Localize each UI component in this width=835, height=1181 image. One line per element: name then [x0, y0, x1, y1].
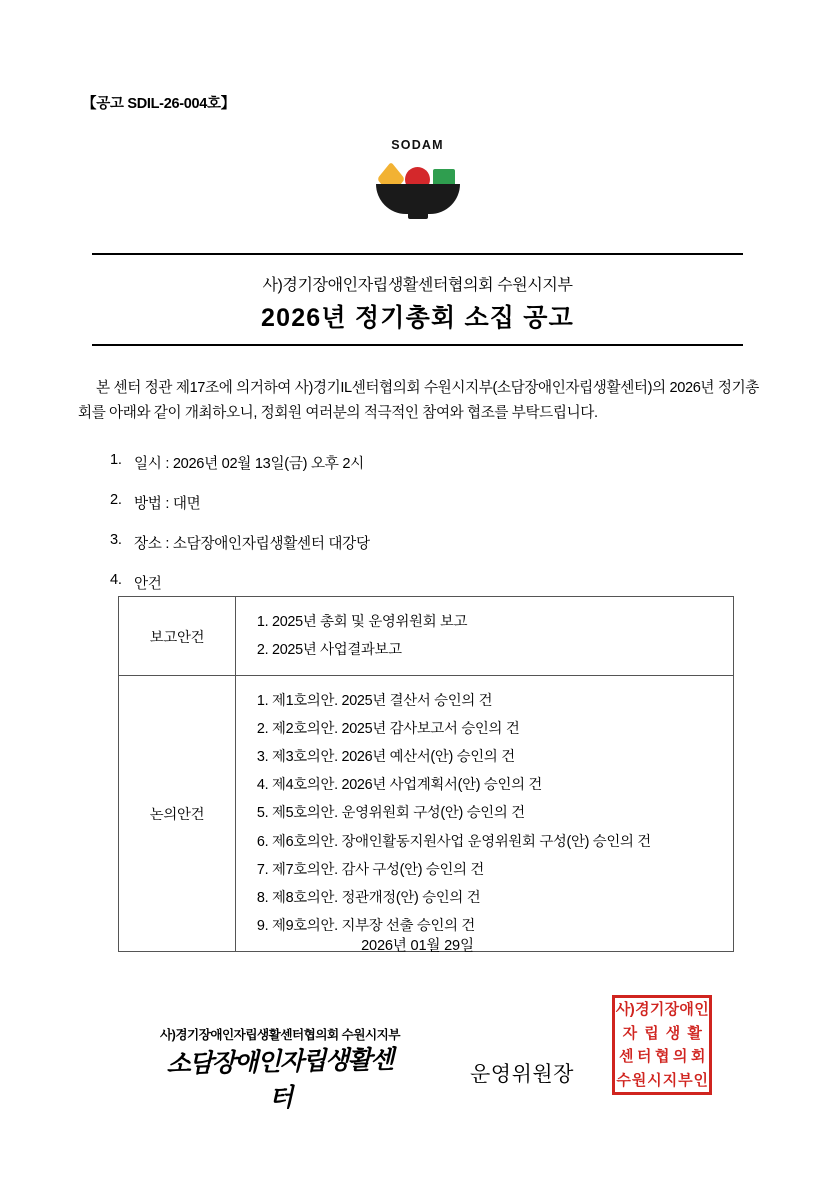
- agenda-entry: 4. 제4호의안. 2026년 사업계획서(안) 승인의 건: [272, 771, 733, 799]
- signature-role: 운영위원장: [470, 1063, 574, 1086]
- intro-paragraph: 본 센터 정관 제17조에 의거하여 사)경기IL센터협의회 수원시지부(소담장애인자립생활센터)의 2026년 정기총회를 아래와 같이 개최하오니, 정회원 여러분의 적극적인 참여와 협조를 부탁드립니다.: [78, 380, 759, 422]
- agenda-entry: 1. 2025년 총회 및 운영위원회 보고: [272, 608, 733, 636]
- organization-logo: [0, 138, 835, 222]
- document-date: 2026년 01월 29일: [361, 938, 474, 954]
- title-divider-bottom: [92, 344, 743, 346]
- list-item: [110, 532, 370, 553]
- page-title: 2026년 정기총회 소집 공고: [260, 304, 574, 332]
- seal-char: 수: [616, 1071, 631, 1089]
- signature-organization: 사)경기장애인자립생활센터협의회 수원시지부: [160, 1028, 401, 1042]
- seal-char: 활: [687, 1024, 702, 1042]
- seal-char: 경: [635, 1001, 650, 1019]
- agenda-entry: 7. 제7호의안. 감사 구성(안) 승인의 건: [272, 856, 733, 884]
- table-row: [119, 676, 734, 952]
- signature-brand-mark: 소담장애인자립생활센터: [166, 1044, 394, 1113]
- seal-char: 인: [693, 1071, 708, 1089]
- list-item-label: 장소 : 소담장애인자립생활센터 대강당: [134, 536, 370, 552]
- seal-char: 기: [649, 1001, 664, 1019]
- seal-char: 립: [644, 1024, 659, 1042]
- seal-char: 회: [691, 1048, 705, 1066]
- seal-char: 협: [655, 1048, 669, 1066]
- agenda-entry: 3. 제3호의안. 2026년 예산서(안) 승인의 건: [272, 743, 733, 771]
- agenda-list: [250, 608, 733, 664]
- seal-char: 시: [647, 1071, 662, 1089]
- seal-char: 지: [662, 1071, 677, 1089]
- list-item-number: 1.: [110, 452, 122, 468]
- agenda-entry: 2. 2025년 사업결과보고: [272, 636, 733, 664]
- seal-line: [615, 998, 709, 1022]
- detail-list: [110, 452, 370, 612]
- list-item-number: 3.: [110, 532, 122, 548]
- seal-char: 원: [631, 1071, 646, 1089]
- seal-line: [615, 1069, 709, 1093]
- list-item-label: 일시 : 2026년 02월 13일(금) 오후 2시: [134, 456, 364, 472]
- list-item-number: 4.: [110, 572, 122, 588]
- table-row: [119, 597, 734, 676]
- seal-char: 애: [679, 1001, 694, 1019]
- seal-char: 자: [622, 1024, 637, 1042]
- official-seal-stamp: [612, 995, 712, 1095]
- seal-char: 의: [673, 1048, 687, 1066]
- logo-mark-icon: [370, 154, 466, 222]
- notice-number: 【공고 SDIL-26-004호】: [82, 96, 235, 112]
- agenda-entry: 9. 제9호의안. 지부장 선출 승인의 건: [272, 912, 733, 940]
- seal-char: 사): [615, 1001, 635, 1019]
- agenda-entry: 5. 제5호의안. 운영위원회 구성(안) 승인의 건: [272, 799, 733, 827]
- bowl-icon: [376, 184, 460, 214]
- seal-line: [615, 1022, 709, 1046]
- seal-char: 인: [694, 1001, 709, 1019]
- agenda-entries-cell: [236, 597, 734, 676]
- list-item: [110, 452, 370, 473]
- agenda-table: [118, 596, 734, 952]
- agenda-category-label: 논의안건: [119, 676, 236, 952]
- agenda-entry: 1. 제1호의안. 2025년 결산서 승인의 건: [272, 687, 733, 715]
- seal-char: 장: [664, 1001, 679, 1019]
- bowl-foot-icon: [408, 212, 428, 219]
- agenda-entry: 6. 제6호의안. 장애인활동지원사업 운영위원회 구성(안) 승인의 건: [272, 828, 733, 856]
- list-item-label: 안건: [134, 576, 162, 592]
- seal-char: 터: [637, 1048, 651, 1066]
- list-item-number: 2.: [110, 492, 122, 508]
- agenda-entry: 8. 제8호의안. 정관개정(안) 승인의 건: [272, 884, 733, 912]
- title-divider-top: [92, 253, 743, 255]
- agenda-entries-cell: [236, 676, 734, 952]
- agenda-entry: 2. 제2호의안. 2025년 감사보고서 승인의 건: [272, 715, 733, 743]
- seal-char: 부: [678, 1071, 693, 1089]
- organization-name: 사)경기장애인자립생활센터협의회 수원시지부: [262, 277, 573, 294]
- agenda-category-label: 보고안건: [119, 597, 236, 676]
- list-item-label: 방법 : 대면: [134, 496, 201, 512]
- list-item: [110, 572, 370, 593]
- list-item: [110, 492, 370, 513]
- seal-char: 생: [665, 1024, 680, 1042]
- seal-char: 센: [619, 1048, 633, 1066]
- agenda-list: [250, 687, 733, 940]
- logo-wordmark: SODAM: [391, 138, 444, 152]
- seal-line: [615, 1045, 709, 1069]
